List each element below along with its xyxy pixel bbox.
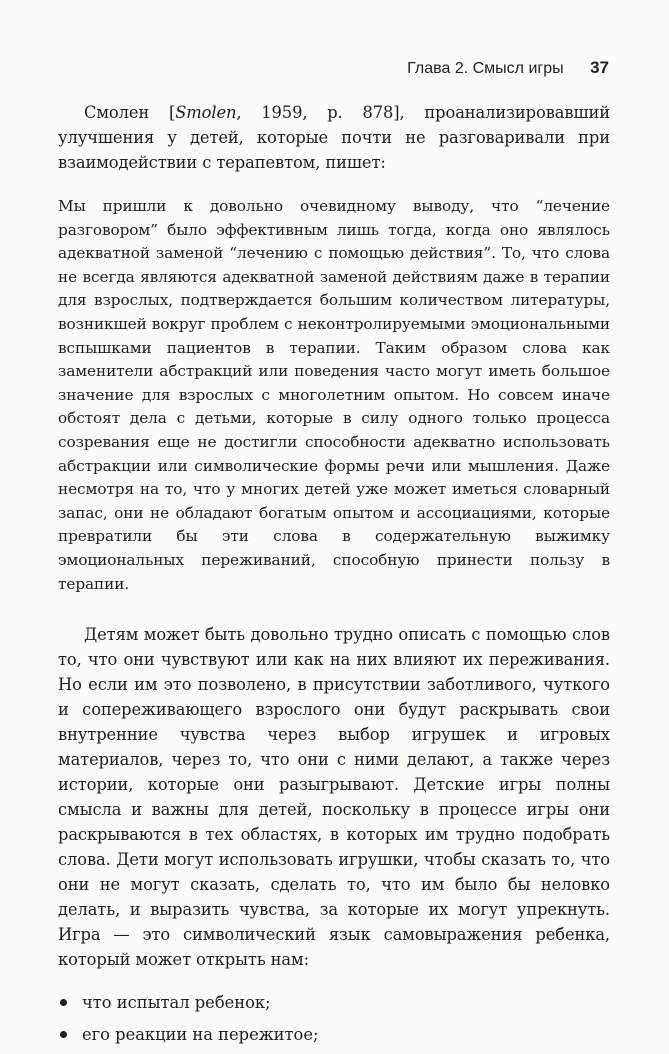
block-quote: Мы пришли к довольно очевидному выводу, что “лечение разговором” было эффективным лишь тогда, когда оно являлось адекватной заменой “лечению с помощью действия”. То, что слова не всегда являются адекватной заменой действиям даже в терапии для взрослых, подтверждается большим количеством литературы, возникшей вокруг проблем с неконтролируемыми эмоциональными вспышками пациентов в терапии. Таким образом слова как заменители абстракций или поведения часто могут иметь большое значение для взрослых с многолетним опытом. Но совсем иначе обстоят дела с детьми, которые в силу одного только процесса созревания еще не достигли способности адекватно использовать абстракции или символические формы речи или мышления. Даже несмотря на то, что у многих детей уже может иметься словарный запас, они не обладают богатым опытом и ассоциациями, которые превратили бы эти слова в содержательную выжимку эмоциональных переживаний, способную принести пользу в терапии. (58, 197, 610, 593)
bullet-list (58, 990, 610, 1047)
intro-paragraph (58, 100, 610, 175)
citation-rest: , 1959, p. 878] (236, 103, 400, 122)
bullet-icon (60, 1031, 67, 1038)
author-name: Смолен (84, 103, 150, 122)
page-number: 37 (590, 58, 609, 77)
citation-name: Smolen (175, 103, 237, 122)
running-header (60, 58, 609, 82)
page-body (58, 100, 610, 1054)
list-item (58, 990, 610, 1015)
intro-text: , проанализировавший улучшения у детей, которые почти не разговаривали при взаимодействии с терапевтом, пишет: (58, 103, 610, 172)
list-item-text: его реакции на пережитое; (82, 1025, 319, 1045)
list-item-text: что испытал ребенок; (82, 993, 271, 1013)
body-paragraph: Детям может быть довольно трудно описать с помощью слов то, что они чувствуют или как на них влияют их переживания. Но если им это позволено, в присутствии заботливого, чуткого и сопереживающего взрослого они будут раскрывать свои внутренние чувства через выбор игрушек и игровых материалов, через то, что они с ними делают, а также через истории, которые они разыгрывают. Детские игры полны смысла и важны для детей, поскольку в процессе игры они раскрываются в тех областях, в которых им трудно подобрать слова. Дети могут использовать игрушки, чтобы сказать то, что они не могут сказать, сделать то, что им было бы неловко делать, и выразить чувства, за которые их могут упрекнуть. Игра — это символический язык самовыражения ребенка, который может открыть нам: (58, 625, 610, 970)
citation-open: [ (149, 103, 176, 122)
bullet-icon (60, 999, 67, 1006)
chapter-title: Глава 2. Смысл игры (407, 60, 564, 77)
list-item (58, 1022, 610, 1047)
